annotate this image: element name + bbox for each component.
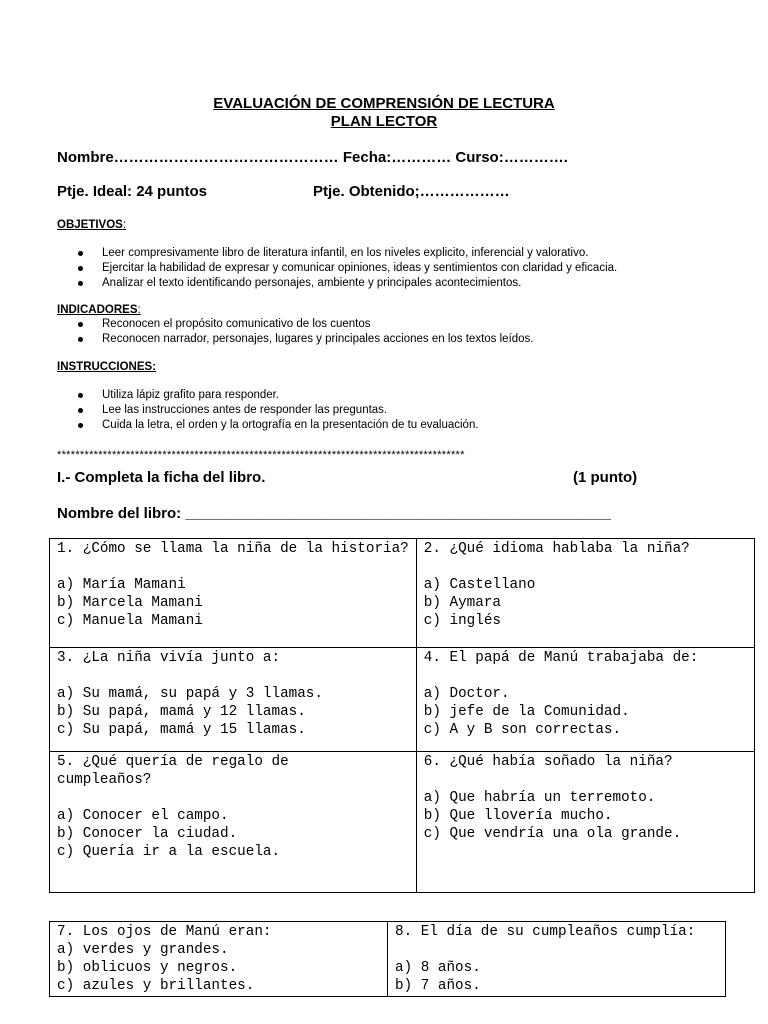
table-row bbox=[50, 922, 726, 997]
question-text: 3. ¿La niña vivía junto a: bbox=[57, 650, 281, 666]
option-a: a) Que habría un terremoto. bbox=[423, 790, 656, 806]
option-c: c) A y B son correctas. bbox=[423, 722, 622, 738]
list-item: Lee las instrucciones antes de responder las preguntas. bbox=[57, 403, 479, 418]
list-item: Reconocen el propósito comunicativo de los cuentos bbox=[57, 317, 534, 332]
option-a: a) María Mamani bbox=[57, 577, 186, 593]
indicadores-list bbox=[57, 317, 534, 347]
list-item: Cuida la letra, el orden y la ortografía en la presentación de tu evaluación. bbox=[57, 418, 479, 433]
table-row bbox=[50, 648, 755, 752]
option-b: b) jefe de la Comunidad. bbox=[423, 704, 630, 720]
option-a: a) Doctor. bbox=[423, 686, 510, 702]
option-c: c) Que vendría una ola grande. bbox=[423, 826, 682, 842]
option-b: b) Marcela Mamani bbox=[57, 595, 203, 611]
section1-points: (1 punto) bbox=[573, 469, 638, 486]
questions-table-2 bbox=[49, 921, 726, 997]
list-item: Analizar el texto identificando personajes, ambiente y principales acontecimientos. bbox=[57, 276, 617, 291]
indicadores-heading: INDICADORES: bbox=[57, 304, 141, 316]
option-c: c) Manuela Mamani bbox=[57, 613, 203, 629]
document-title: EVALUACIÓN DE COMPRENSIÓN DE LECTURA bbox=[213, 95, 555, 112]
option-b: b) Su papá, mamá y 12 llamas. bbox=[57, 704, 306, 720]
option-a: a) Conocer el campo. bbox=[57, 808, 229, 824]
score-obtained: Ptje. Obtenido;……………… bbox=[313, 183, 510, 200]
list-item: Ejercitar la habilidad de expresar y comunicar opiniones, ideas y sentimientos con claridad y eficacia. bbox=[57, 261, 617, 276]
score-ideal: Ptje. Ideal: 24 puntos bbox=[57, 183, 208, 200]
option-c: c) Quería ir a la escuela. bbox=[57, 844, 281, 860]
question-7 bbox=[50, 922, 388, 997]
objetivos-list bbox=[57, 246, 617, 291]
table-row bbox=[50, 539, 755, 648]
section1-title: I.- Completa la ficha del libro. bbox=[57, 469, 266, 486]
list-item: Utiliza lápiz grafito para responder. bbox=[57, 388, 479, 403]
question-3 bbox=[50, 648, 417, 752]
option-a: a) Su mamá, su papá y 3 llamas. bbox=[57, 686, 323, 702]
instrucciones-heading: INSTRUCCIONES: bbox=[57, 361, 157, 373]
option-a: a) Castellano bbox=[423, 577, 536, 593]
question-text: 5. ¿Qué quería de regalo de bbox=[57, 754, 289, 770]
table-row bbox=[50, 752, 755, 893]
question-text: 8. El día de su cumpleaños cumplía: bbox=[395, 924, 696, 940]
question-5 bbox=[50, 752, 417, 893]
option-a: a) 8 años. bbox=[395, 960, 481, 976]
objetivos-heading: OBJETIVOS: bbox=[57, 219, 127, 231]
questions-table-1 bbox=[49, 538, 755, 893]
separator-line: ***************************************************************************************** bbox=[57, 449, 465, 461]
question-text: 7. Los ojos de Manú eran: bbox=[57, 924, 272, 940]
list-item: Reconocen narrador, personajes, lugares y principales acciones en los textos leídos. bbox=[57, 332, 534, 347]
option-a: a) verdes y grandes. bbox=[57, 942, 229, 958]
question-text: 1. ¿Cómo se llama la niña de la historia? bbox=[57, 541, 409, 557]
question-text: 4. El papá de Manú trabajaba de: bbox=[423, 650, 699, 666]
book-name-field[interactable]: Nombre del libro: ___________________________________________________ bbox=[57, 505, 611, 522]
question-text: 6. ¿Qué había soñado la niña? bbox=[423, 754, 673, 770]
document-subtitle: PLAN LECTOR bbox=[330, 113, 438, 130]
question-6 bbox=[416, 752, 754, 893]
instrucciones-list bbox=[57, 388, 479, 433]
option-b: b) oblicuos y negros. bbox=[57, 960, 238, 976]
question-4 bbox=[416, 648, 754, 752]
option-b: b) Conocer la ciudad. bbox=[57, 826, 238, 842]
option-c: c) azules y brillantes. bbox=[57, 978, 255, 994]
question-1 bbox=[50, 539, 417, 648]
option-c: c) Su papá, mamá y 15 llamas. bbox=[57, 722, 306, 738]
option-b: b) Que llovería mucho. bbox=[423, 808, 613, 824]
student-info-line: Nombre……………………………………… Fecha:………… Curso:…………. bbox=[57, 149, 568, 166]
question-text: 2. ¿Qué idioma hablaba la niña? bbox=[423, 541, 690, 557]
question-text-cont: cumpleaños? bbox=[57, 772, 152, 788]
option-b: b) Aymara bbox=[423, 595, 501, 611]
option-c: c) inglés bbox=[423, 613, 501, 629]
question-2 bbox=[416, 539, 754, 648]
option-b: b) 7 años. bbox=[395, 978, 481, 994]
list-item: Leer compresivamente libro de literatura infantil, en los niveles explicito, inferencial y valorativo. bbox=[57, 246, 617, 261]
question-8 bbox=[388, 922, 726, 997]
